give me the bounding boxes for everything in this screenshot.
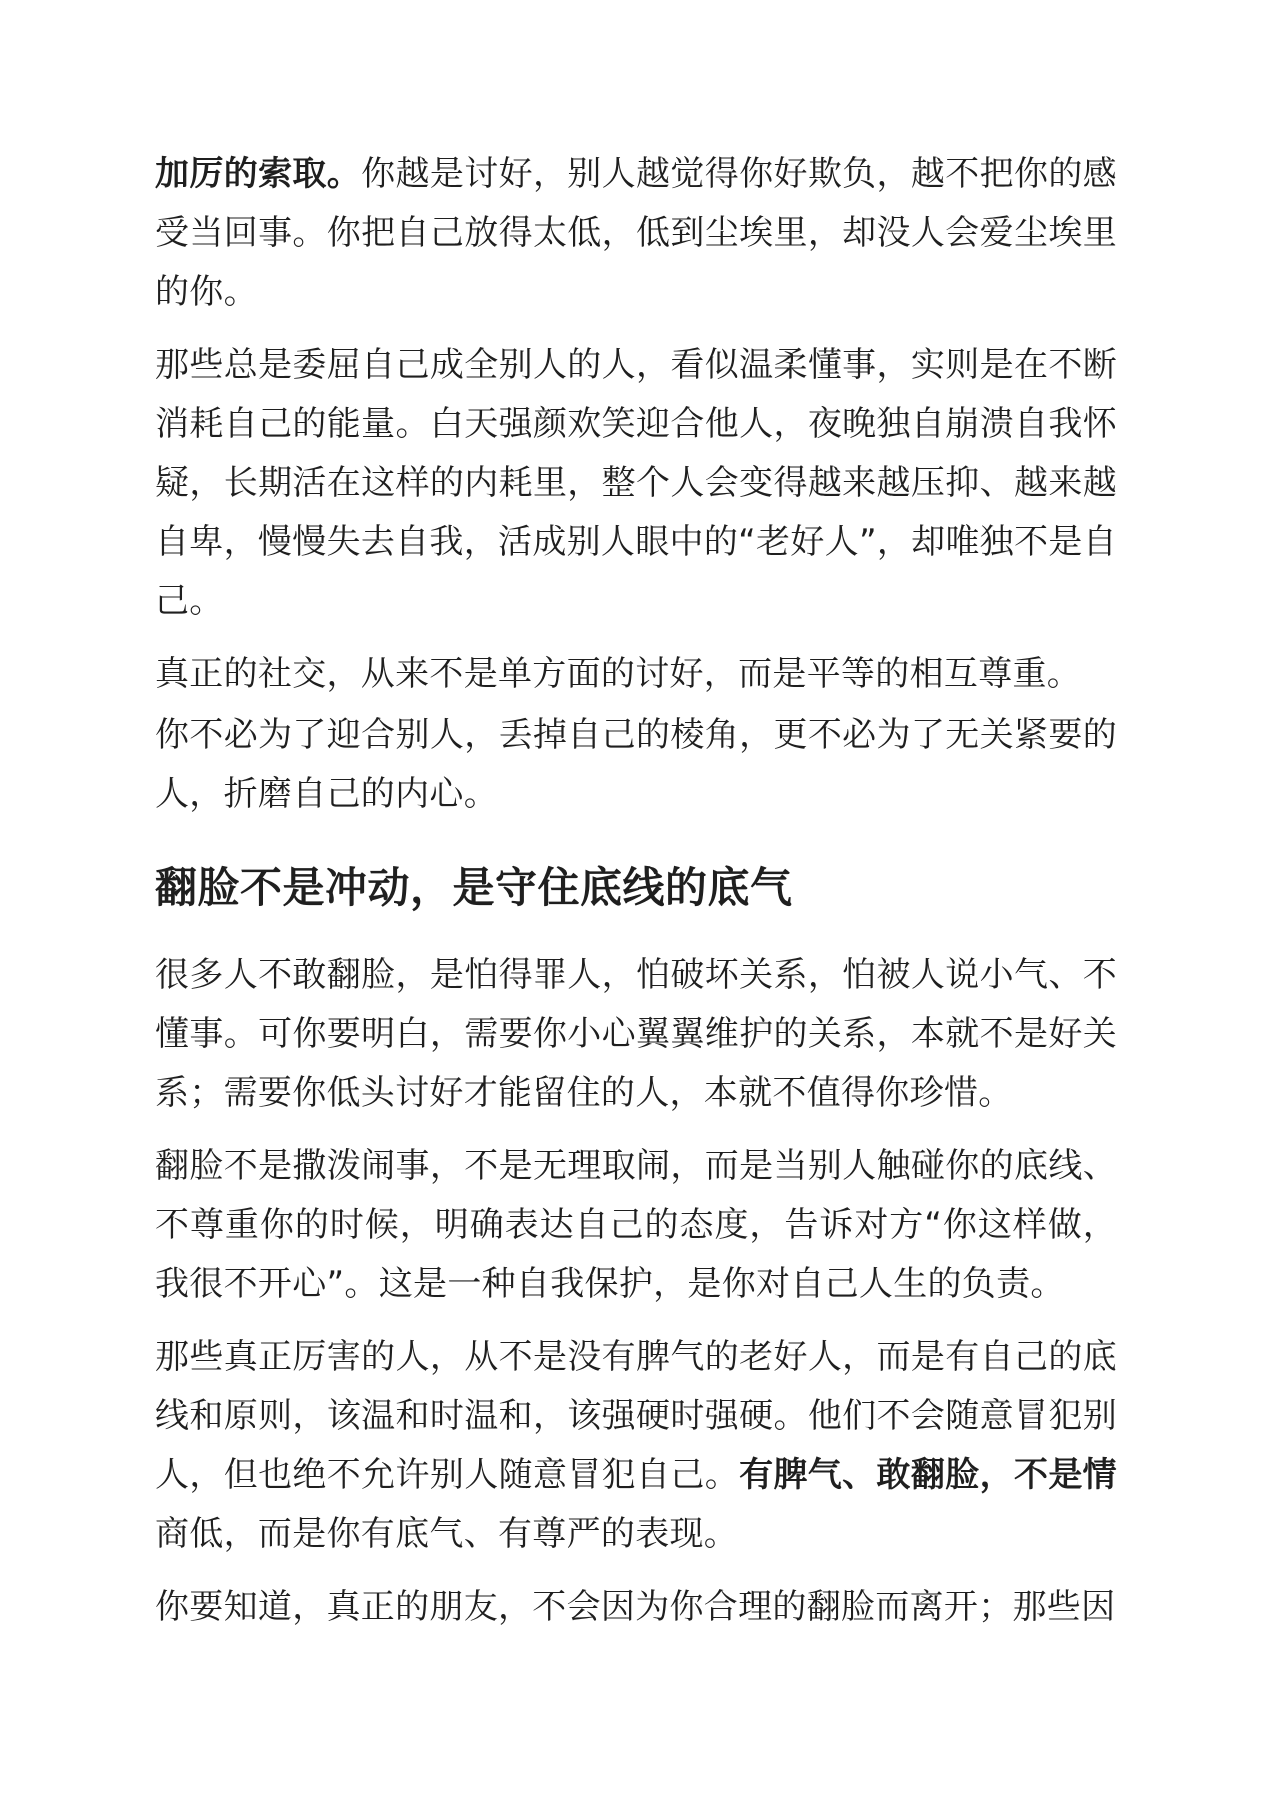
paragraph-6: 翻脸不是撒泼闹事，不是无理取闹，而是当别人触碰你的底线、不尊重你的时候，明确表达自己的态度，告诉对方“你这样做，我很不开心”。这是一种自我保护，是你对自己人生的负责。: [155, 1146, 1117, 1304]
bold-phrase: 有脾气、敢翻脸，不是情: [739, 1455, 1117, 1495]
paragraph-1: [155, 145, 1117, 322]
paragraph-text: 那些真正厉害的人，从不是没有脾气的老好人，而是有自己的底线和原则，该温和时温和，该强硬时强硬。他们不会随意冒犯别人，但也绝不允许别人随意冒犯自己。: [155, 1337, 1117, 1495]
paragraph-text: 商低，而是你有底气、有尊严的表现。: [155, 1514, 739, 1554]
paragraph-3: 真正的社交，从来不是单方面的讨好，而是平等的相互尊重。: [155, 654, 1082, 694]
paragraph-text: 你越是讨好，别人越觉得你好欺负，越不把你的感受当回事。你把自己放得太低，低到尘埃里，却没人会爱尘埃里的你。: [155, 154, 1117, 312]
paragraph-8: 你要知道，真正的朋友，不会因为你合理的翻脸而离开；那些因: [155, 1587, 1116, 1627]
paragraph-7: [155, 1328, 1117, 1564]
bold-phrase: 加厉的索取。: [155, 154, 362, 194]
article-body: [155, 145, 1117, 1637]
paragraph-5: 很多人不敢翻脸，是怕得罪人，怕破坏关系，怕被人说小气、不懂事。可你要明白，需要你小心翼翼维护的关系，本就不是好关系；需要你低头讨好才能留住的人，本就不值得你珍惜。: [155, 955, 1117, 1113]
paragraph-2: 那些总是委屈自己成全别人的人，看似温柔懂事，实则是在不断消耗自己的能量。白天强颜欢笑迎合他人，夜晚独自崩溃自我怀疑，长期活在这样的内耗里，整个人会变得越来越压抑、越来越自卑，慢慢失去自我，活成别人眼中的“老好人”，却唯独不是自己。: [155, 345, 1117, 621]
section-heading: 翻脸不是冲动，是守住底线的底气: [155, 863, 793, 912]
paragraph-4: 你不必为了迎合别人，丢掉自己的棱角，更不必为了无关紧要的人，折磨自己的内心。: [155, 715, 1117, 814]
